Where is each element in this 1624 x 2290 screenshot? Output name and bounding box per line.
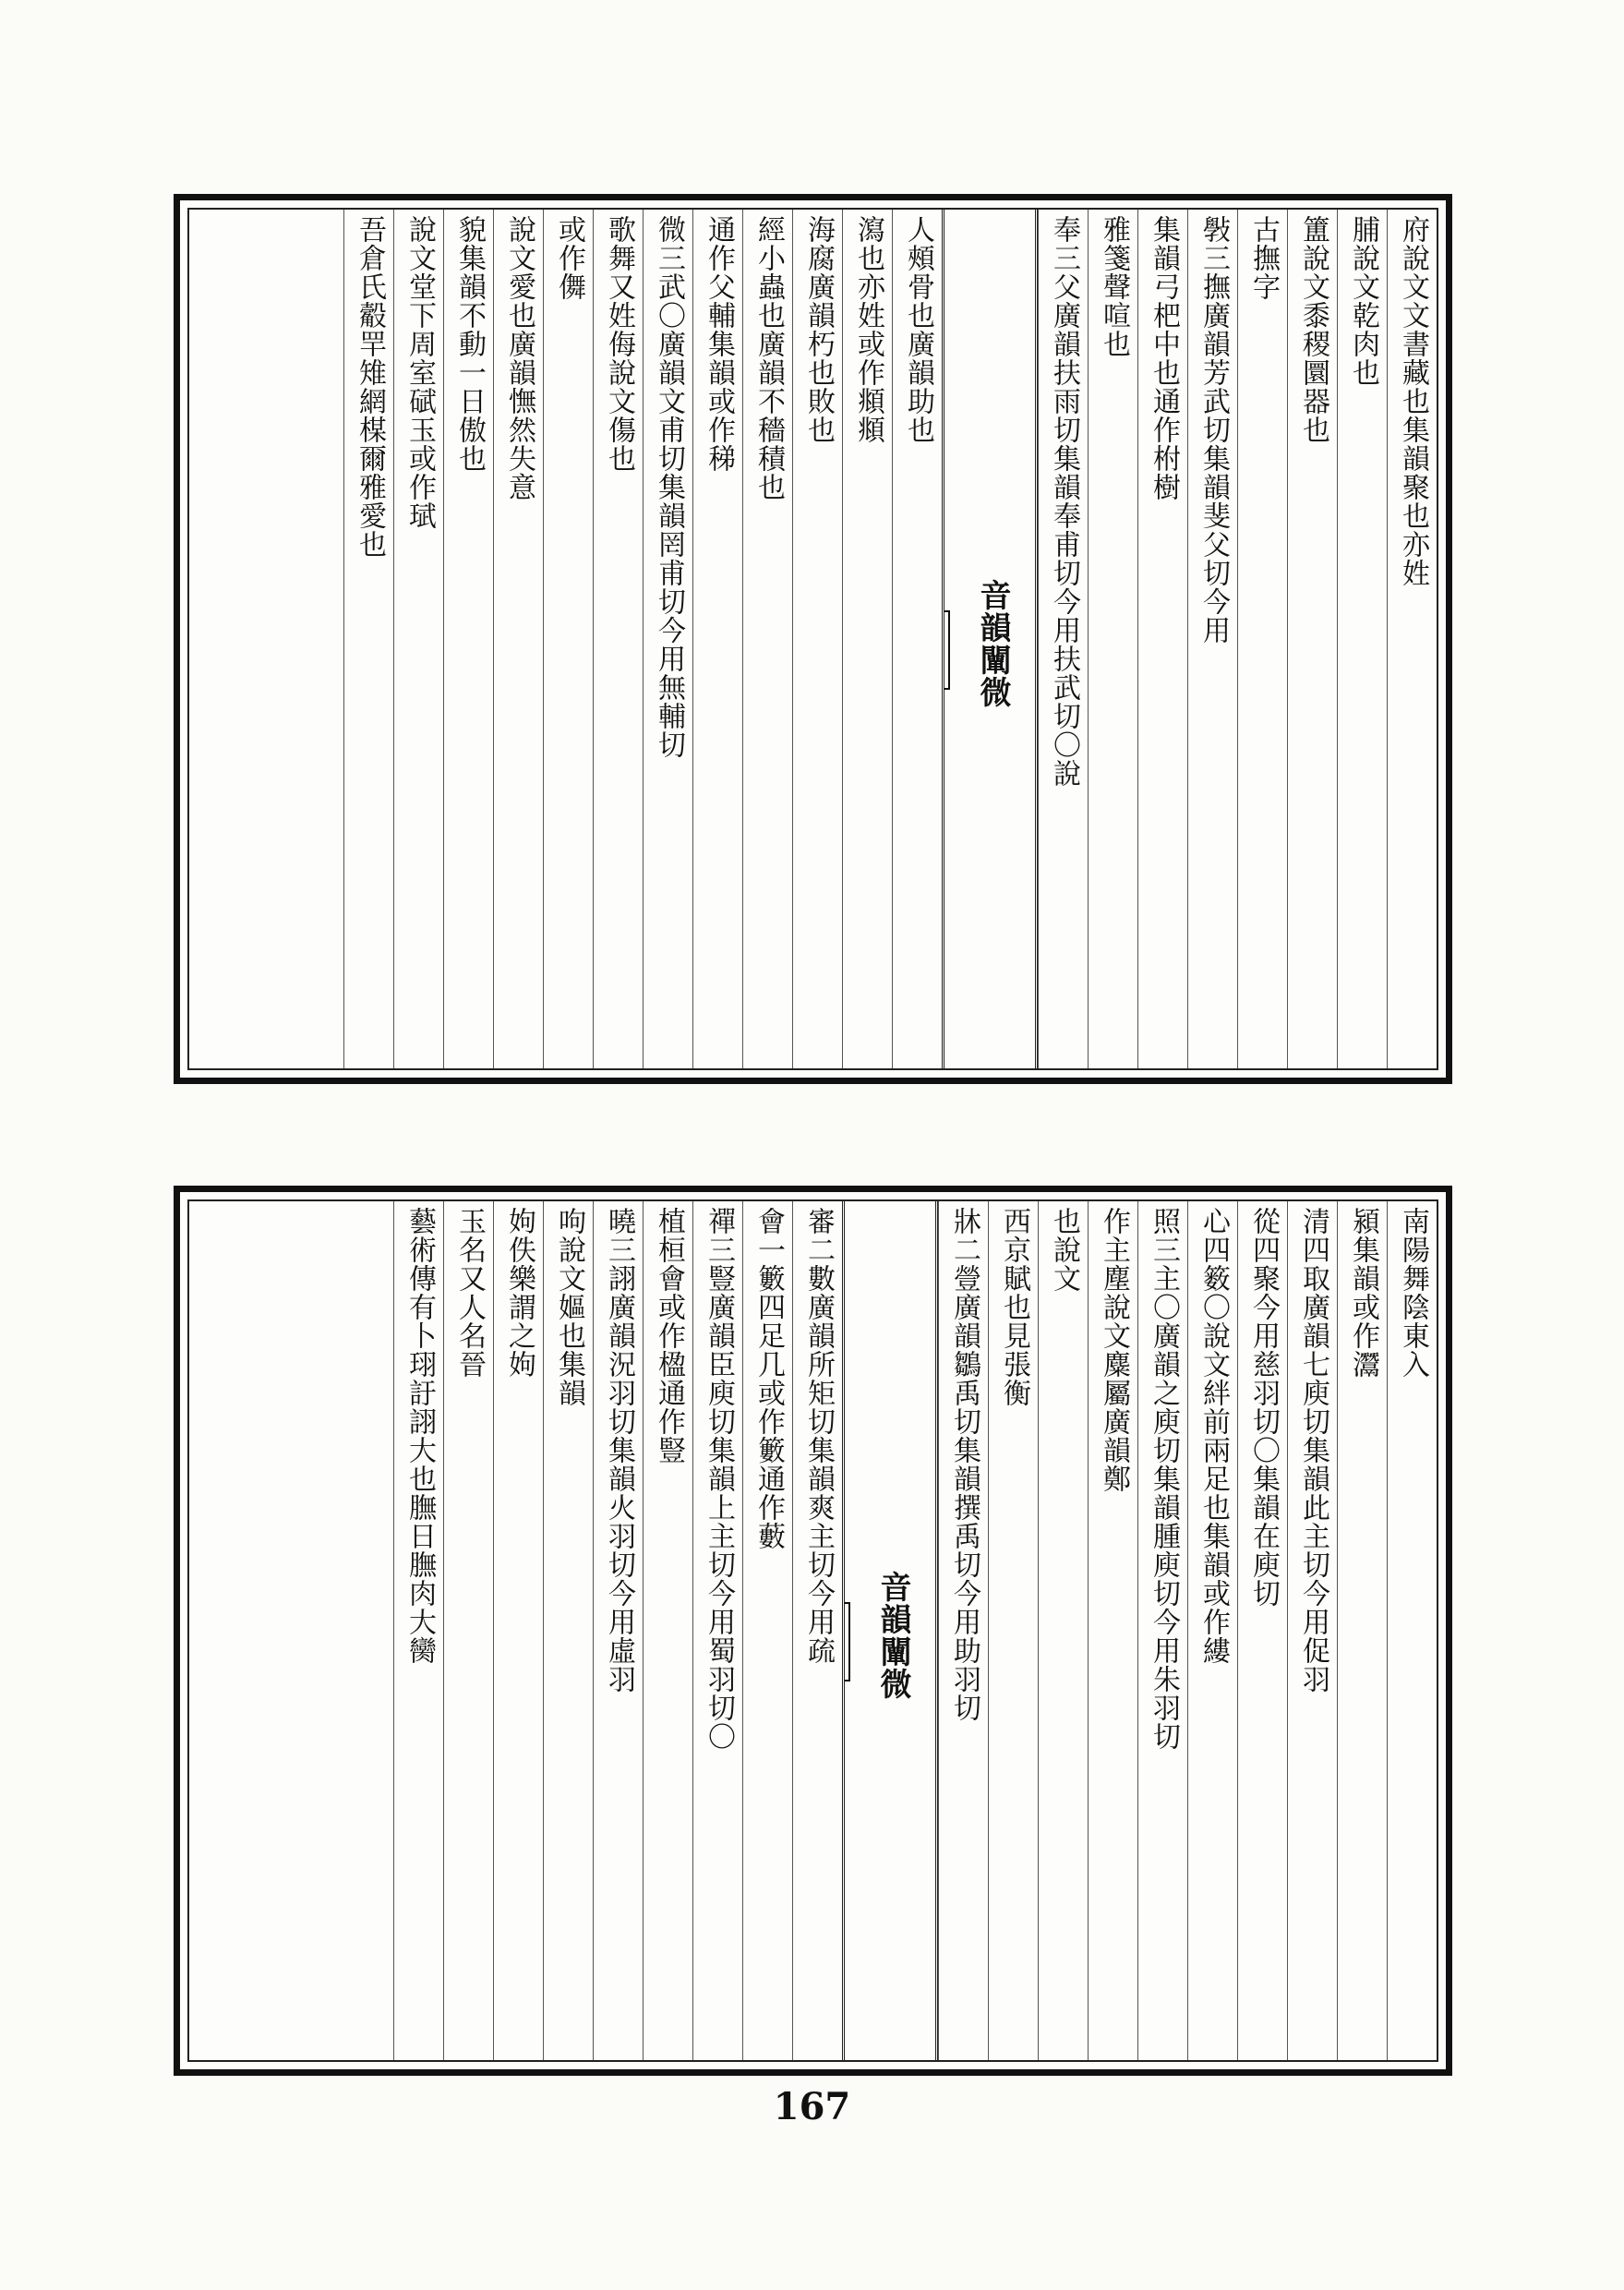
book-title: 音韻闡微 <box>874 1571 911 1700</box>
text-column: 南陽舞陰東入 <box>1387 1201 1437 2060</box>
text-column: 人頰骨也廣韻助也 <box>892 210 942 1068</box>
text-column: 作主塵說文麋屬廣韻鄭 <box>1088 1201 1137 2060</box>
text-column: 植桓會或作楹通作豎 <box>643 1201 692 2060</box>
text-column: 心四䉤〇說文絆前兩足也集韻或作縷 <box>1187 1201 1237 2060</box>
text-column: 貌集韻不動一日傲也 <box>443 210 493 1068</box>
text-column: 簠說文黍稷圜器也 <box>1287 210 1337 1068</box>
text-column: 呴說文嫗也集韻 <box>543 1201 593 2060</box>
text-column: 脯說文乾肉也 <box>1337 210 1387 1068</box>
text-column: 集韻弓杷中也通作柎樹 <box>1137 210 1187 1068</box>
volume-label <box>942 610 950 690</box>
top-page-panel <box>174 194 1452 1084</box>
text-column: 禪三豎廣韻臣庾切集韻上主切今用蜀羽切〇 <box>692 1201 742 2060</box>
volume-label <box>842 1602 850 1681</box>
text-column: 姁佚樂謂之姁 <box>493 1201 543 2060</box>
text-column: 歌舞又姓侮說文傷也 <box>593 210 643 1068</box>
text-column: 通作父輔集韻或作稊 <box>692 210 742 1068</box>
text-column: 藝術傳有卜珝訏詡大也膴日膴肉大臠 <box>393 1201 443 2060</box>
page-number: 167 <box>773 2085 851 2128</box>
center-fold-column <box>942 210 1038 1068</box>
text-column: 斅三撫廣韻芳武切集韻斐父切今用 <box>1187 210 1237 1068</box>
bottom-text-block <box>187 1199 1438 2062</box>
text-column: 瀉也亦姓或作頫頫 <box>842 210 892 1068</box>
text-column: 古撫字 <box>1237 210 1287 1068</box>
text-column: 或作儛 <box>543 210 593 1068</box>
text-column: 海腐廣韻朽也敗也 <box>792 210 842 1068</box>
text-column: 說文愛也廣韻憮然失意 <box>493 210 543 1068</box>
text-column: 說文堂下周室碔玉或作珷 <box>393 210 443 1068</box>
text-column: 奉三父廣韻扶雨切集韻奉甫切今用扶武切〇說 <box>1038 210 1088 1068</box>
top-text-block <box>187 208 1438 1070</box>
text-column: 曉三詡廣韻況羽切集韻火羽切今用虛羽 <box>593 1201 643 2060</box>
text-column: 潁集韻或作灊 <box>1337 1201 1387 2060</box>
text-column: 也說文 <box>1038 1201 1088 2060</box>
text-column: 經小蟲也廣韻不穡積也 <box>742 210 792 1068</box>
text-column: 雅箋聲喧也 <box>1088 210 1137 1068</box>
text-column: 會一籔四足几或作籔通作藪 <box>742 1201 792 2060</box>
text-column: 府說文文書藏也集韻聚也亦姓 <box>1387 210 1437 1068</box>
text-column: 清四取廣韻七庾切集韻此主切今用促羽 <box>1287 1201 1337 2060</box>
text-column: 微三武〇廣韻文甫切集韻罔甫切今用無輔切 <box>643 210 692 1068</box>
center-fold-column <box>842 1201 938 2060</box>
text-column: 西京賦也見張衡 <box>988 1201 1038 2060</box>
text-column: 照三主〇廣韻之庾切集韻腫庾切今用朱羽切 <box>1137 1201 1187 2060</box>
text-column: 牀二䝁廣韻鶵禹切集韻撰禹切今用助羽切 <box>938 1201 988 2060</box>
book-title: 音韻闡微 <box>974 579 1011 708</box>
text-column: 吾倉氏觳䍐雉網楳爾雅愛也 <box>343 210 393 1068</box>
text-column: 從四聚今用慈羽切〇集韻在庾切 <box>1237 1201 1287 2060</box>
text-column: 玉名又人名晉 <box>443 1201 493 2060</box>
bottom-page-panel <box>174 1186 1452 2076</box>
text-column: 審二數廣韻所矩切集韻爽主切今用疏 <box>792 1201 842 2060</box>
